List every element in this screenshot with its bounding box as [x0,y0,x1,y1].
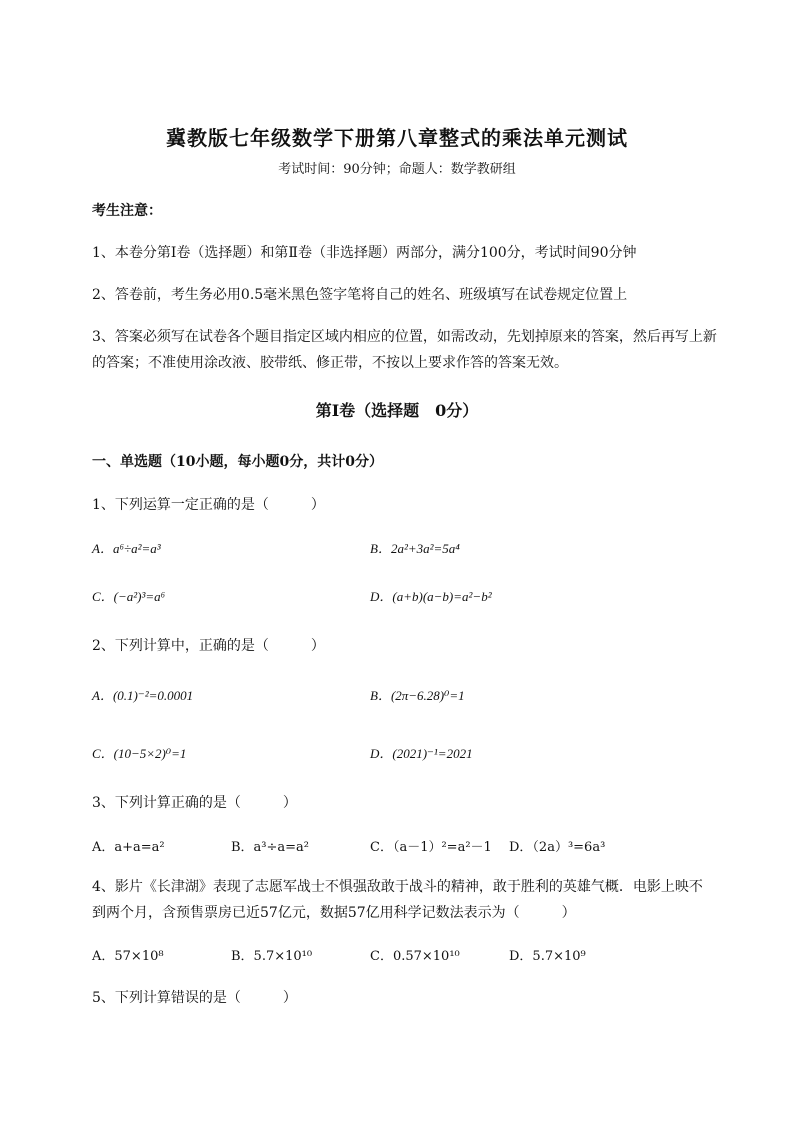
option-b: B．2a²+3a²=5a⁴ [370,541,460,556]
question-stem: 4、影片《长津湖》表现了志愿军战士不惧强敌敢于战斗的精神，敢于胜利的英雄气概．电影上映不 [92,879,703,895]
option-c: C．(−a²)³=a⁶ [92,589,166,604]
option-b: B．a³÷a=a² [231,840,310,855]
option-c: C．（a－1）²=a²－1 [370,840,492,855]
notice-item: 3、答案必须写在试卷各个题目指定区域内相应的位置，如需改动，先划掉原来的答案，然后再写上新 [92,329,717,345]
option-c: C．(10−5×2)⁰=1 [92,746,187,761]
question-stem: 2、下列计算中，正确的是（ ） [92,638,325,654]
question-stem: 3、下列计算正确的是（ ） [92,795,297,811]
question-stem-continued: 到两个月，含预售票房已近57亿元，数据57亿用科学记数法表示为（ ） [92,905,576,921]
notice-item: 2、答卷前，考生务必用0.5毫米黑色签字笔将自己的姓名、班级填写在试卷规定位置上 [92,287,628,303]
option-b: B．5.7×10¹⁰ [231,949,313,964]
page-title: 冀教版七年级数学下册第八章整式的乘法单元测试 [166,126,628,150]
option-a: A．(0.1)⁻²=0.0001 [92,688,194,703]
option-a: A．a+a=a² [92,840,165,855]
section-title: 第I卷（选择题 0分） [315,401,479,420]
option-d: D．5.7×10⁹ [509,949,586,964]
part-heading: 一、单选题（10小题，每小题0分，共计0分） [92,454,383,470]
question-stem: 5、下列计算错误的是（ ） [92,990,297,1006]
option-d: D．(a+b)(a−b)=a²−b² [370,589,492,604]
option-b: B．(2π−6.28)⁰=1 [370,688,465,703]
option-d: D．(2021)⁻¹=2021 [370,746,473,761]
option-a: A．a⁶÷a²=a³ [92,541,161,556]
question-stem: 1、下列运算一定正确的是（ ） [92,497,325,513]
exam-info: 考试时间：90分钟；命题人：数学教研组 [278,162,516,177]
option-a: A．57×10⁸ [92,949,164,964]
notice-item: 1、本卷分第I卷（选择题）和第Ⅱ卷（非选择题）两部分，满分100分，考试时间90分钟 [92,245,637,261]
notice-heading: 考生注意： [92,203,162,219]
option-d: D．（2a）³=6a³ [509,840,606,855]
option-c: C．0.57×10¹⁰ [370,949,460,964]
notice-item-continued: 的答案；不准使用涂改液、胶带纸、修正带，不按以上要求作答的答案无效。 [92,355,568,371]
